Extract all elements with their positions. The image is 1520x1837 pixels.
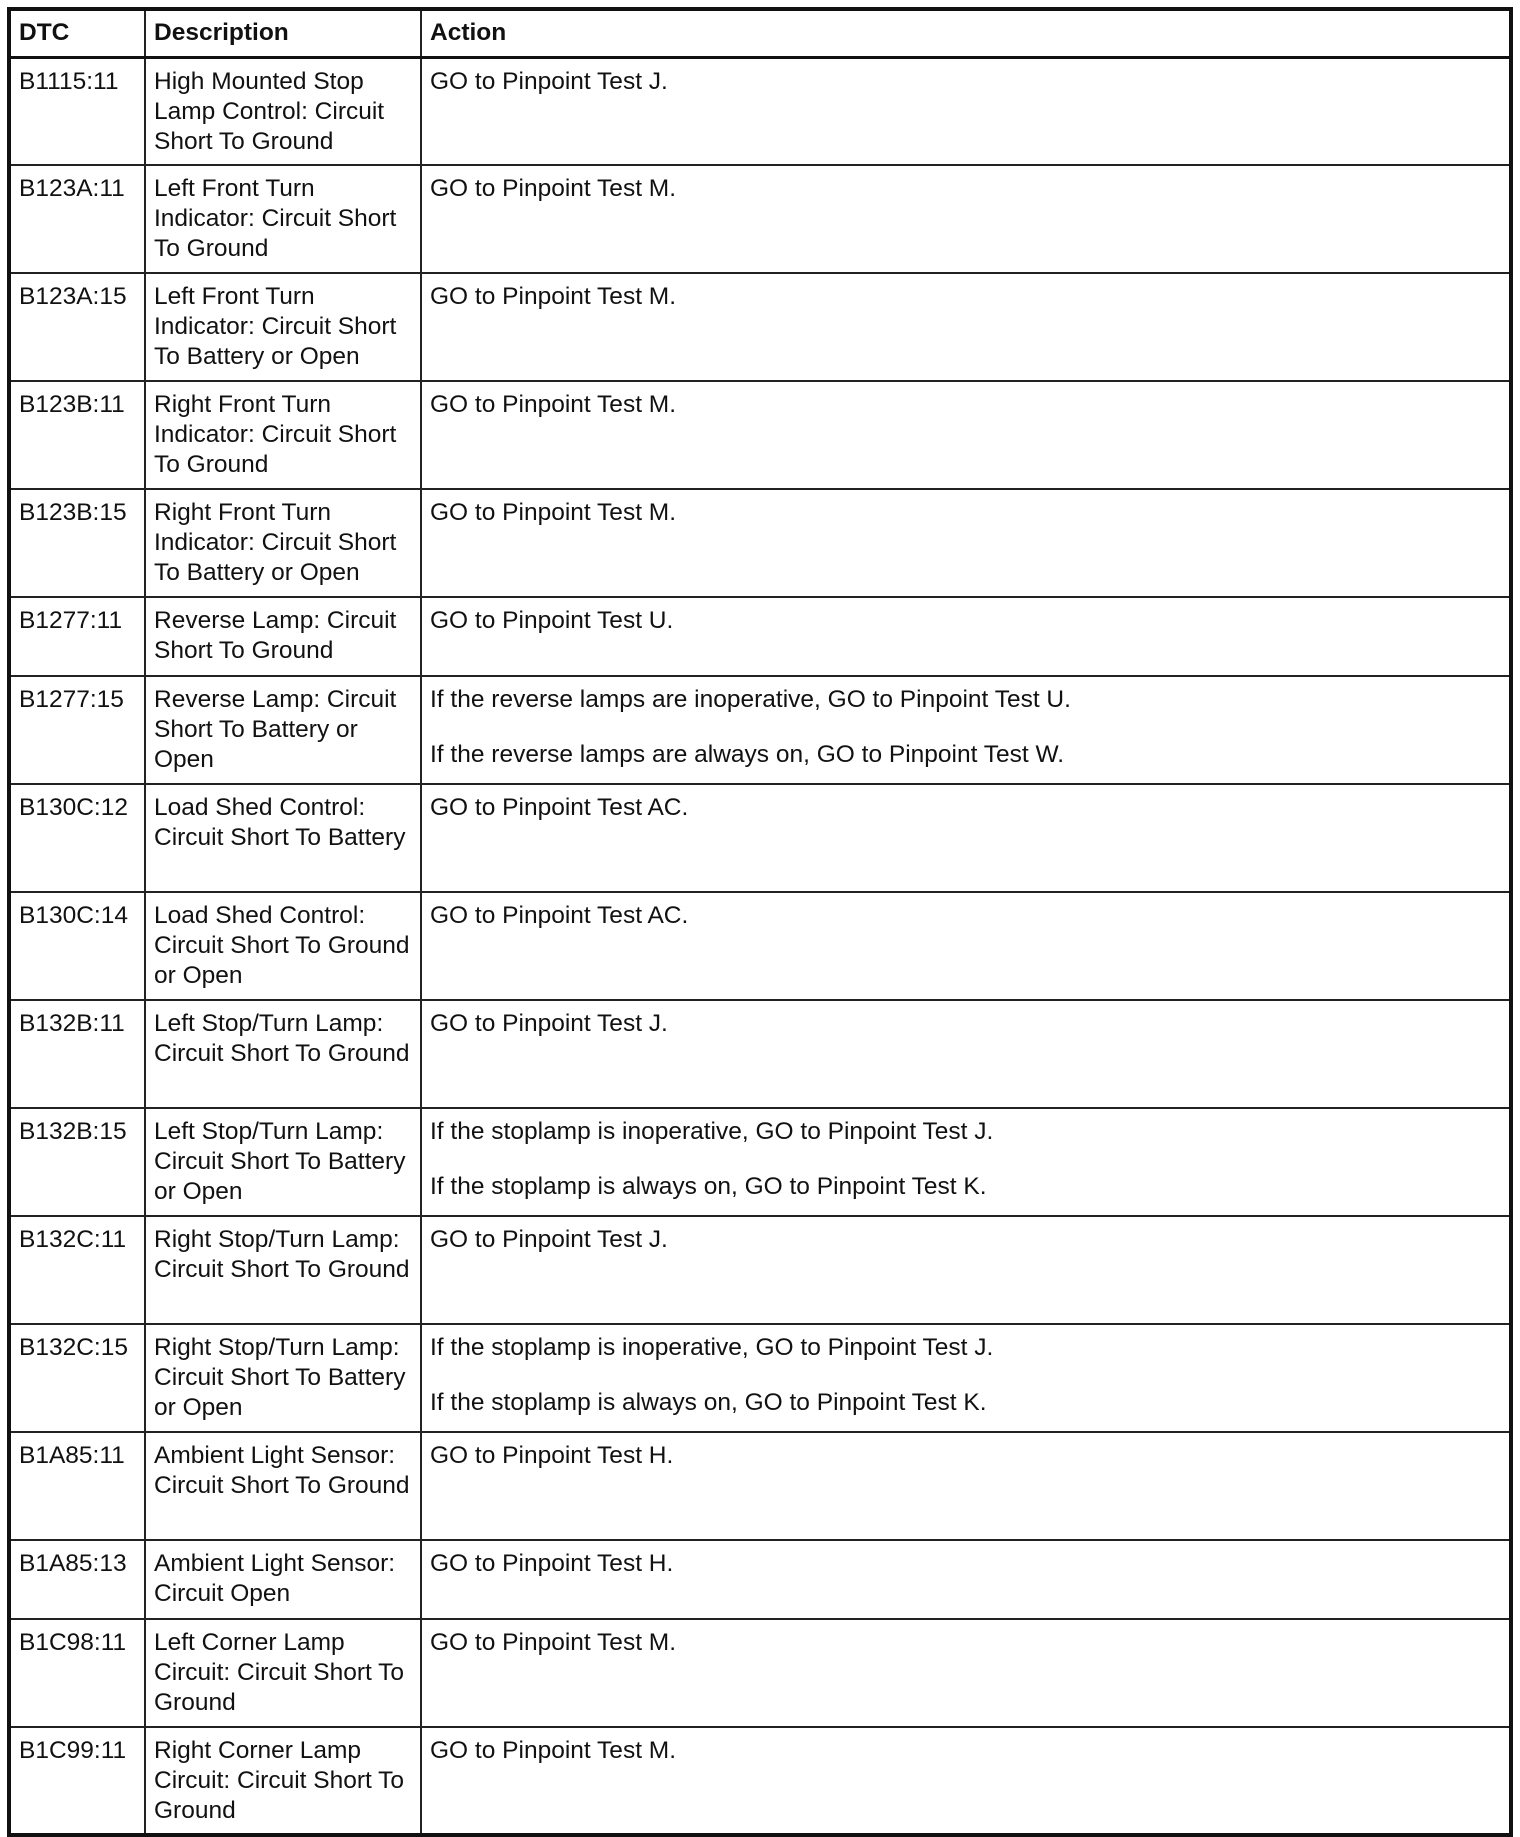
action-cell: [421, 676, 1511, 784]
dtc-code-cell: B1C98:11: [9, 1619, 145, 1727]
description-cell: High Mounted Stop Lamp Control: Circuit Short To Ground: [145, 57, 421, 165]
action-line: GO to Pinpoint Test H.: [430, 1442, 674, 1469]
dtc-code-cell: B130C:14: [9, 892, 145, 1000]
action-cell: [421, 57, 1511, 165]
dtc-code-cell: B123A:15: [9, 273, 145, 381]
action-cell: [421, 1216, 1511, 1324]
table-row: [9, 1108, 1511, 1216]
description-cell: Reverse Lamp: Circuit Short To Battery or Open: [145, 676, 421, 784]
description-cell: Right Stop/Turn Lamp: Circuit Short To Ground: [145, 1216, 421, 1324]
description-cell: Left Stop/Turn Lamp: Circuit Short To Ground: [145, 1000, 421, 1108]
action-line: GO to Pinpoint Test M.: [430, 283, 677, 310]
table-row: [9, 1216, 1511, 1324]
description-cell: Right Front Turn Indicator: Circuit Short To Battery or Open: [145, 489, 421, 597]
action-line: GO to Pinpoint Test M.: [430, 499, 677, 526]
action-cell: [421, 597, 1511, 676]
action-line: If the stoplamp is always on, GO to Pinpoint Test K.: [430, 1173, 987, 1200]
table-row: [9, 165, 1511, 273]
header-description: Description: [145, 9, 421, 57]
action-line: If the reverse lamps are inoperative, GO to Pinpoint Test U.: [430, 686, 1071, 713]
table-header-row: [9, 9, 1511, 57]
action-line: If the stoplamp is always on, GO to Pinpoint Test K.: [430, 1389, 987, 1416]
table-row: [9, 273, 1511, 381]
header-dtc: DTC: [9, 9, 145, 57]
action-line: GO to Pinpoint Test H.: [430, 1550, 674, 1577]
dtc-code-cell: B123A:11: [9, 165, 145, 273]
action-line: GO to Pinpoint Test J.: [430, 1010, 668, 1037]
description-cell: Right Stop/Turn Lamp: Circuit Short To Battery or Open: [145, 1324, 421, 1432]
description-cell: Right Corner Lamp Circuit: Circuit Short To Ground: [145, 1727, 421, 1835]
table-row: [9, 1619, 1511, 1727]
action-line: GO to Pinpoint Test M.: [430, 1629, 677, 1656]
action-line: GO to Pinpoint Test U.: [430, 607, 674, 634]
action-line: GO to Pinpoint Test J.: [430, 67, 668, 95]
action-line: GO to Pinpoint Test AC.: [430, 902, 689, 929]
action-cell: [421, 489, 1511, 597]
description-cell: Left Front Turn Indicator: Circuit Short To Battery or Open: [145, 273, 421, 381]
description-cell: Left Front Turn Indicator: Circuit Short To Ground: [145, 165, 421, 273]
description-cell: Load Shed Control: Circuit Short To Battery: [145, 784, 421, 892]
table-row: [9, 381, 1511, 489]
description-cell: Left Stop/Turn Lamp: Circuit Short To Battery or Open: [145, 1108, 421, 1216]
action-cell: [421, 892, 1511, 1000]
action-line: GO to Pinpoint Test M.: [430, 1737, 677, 1764]
dtc-code-cell: B1277:11: [9, 597, 145, 676]
action-cell: [421, 381, 1511, 489]
action-cell: [421, 1000, 1511, 1108]
dtc-code-cell: B1115:11: [9, 57, 145, 165]
dtc-code-cell: B132C:11: [9, 1216, 145, 1324]
action-line: GO to Pinpoint Test M.: [430, 391, 677, 418]
table-row: [9, 1540, 1511, 1619]
dtc-code-cell: B132B:11: [9, 1000, 145, 1108]
action-line: GO to Pinpoint Test J.: [430, 1226, 668, 1253]
dtc-code-cell: B1A85:13: [9, 1540, 145, 1619]
description-cell: Ambient Light Sensor: Circuit Open: [145, 1540, 421, 1619]
description-cell: Ambient Light Sensor: Circuit Short To Ground: [145, 1432, 421, 1540]
action-cell: [421, 165, 1511, 273]
table-row: [9, 57, 1511, 165]
action-line: If the stoplamp is inoperative, GO to Pinpoint Test J.: [430, 1334, 994, 1361]
dtc-code-cell: B1277:15: [9, 676, 145, 784]
action-cell: [421, 1324, 1511, 1432]
dtc-code-cell: B132B:15: [9, 1108, 145, 1216]
table-row: [9, 489, 1511, 597]
table-row: [9, 597, 1511, 676]
header-action: Action: [421, 9, 1511, 57]
action-line: GO to Pinpoint Test M.: [430, 175, 677, 202]
dtc-code-cell: B132C:15: [9, 1324, 145, 1432]
action-line: GO to Pinpoint Test AC.: [430, 794, 689, 821]
dtc-code-cell: B130C:12: [9, 784, 145, 892]
table-row: [9, 892, 1511, 1000]
description-cell: Reverse Lamp: Circuit Short To Ground: [145, 597, 421, 676]
table-row: [9, 1727, 1511, 1835]
dtc-code-cell: B1A85:11: [9, 1432, 145, 1540]
action-cell: [421, 1540, 1511, 1619]
description-cell: Left Corner Lamp Circuit: Circuit Short To Ground: [145, 1619, 421, 1727]
action-cell: [421, 1619, 1511, 1727]
table-row: [9, 1000, 1511, 1108]
table-row: [9, 1432, 1511, 1540]
action-cell: [421, 273, 1511, 381]
action-line: If the stoplamp is inoperative, GO to Pinpoint Test J.: [430, 1118, 994, 1145]
table-row: [9, 1324, 1511, 1432]
table-row: [9, 784, 1511, 892]
action-line: If the reverse lamps are always on, GO to Pinpoint Test W.: [430, 741, 1065, 768]
table-row: [9, 676, 1511, 784]
action-cell: [421, 1727, 1511, 1835]
action-cell: [421, 1108, 1511, 1216]
dtc-code-cell: B1C99:11: [9, 1727, 145, 1835]
description-cell: Load Shed Control: Circuit Short To Ground or Open: [145, 892, 421, 1000]
description-cell: Right Front Turn Indicator: Circuit Short To Ground: [145, 381, 421, 489]
dtc-code-cell: B123B:11: [9, 381, 145, 489]
dtc-code-cell: B123B:15: [9, 489, 145, 597]
action-cell: [421, 784, 1511, 892]
action-cell: [421, 1432, 1511, 1540]
dtc-table: [7, 7, 1513, 1837]
